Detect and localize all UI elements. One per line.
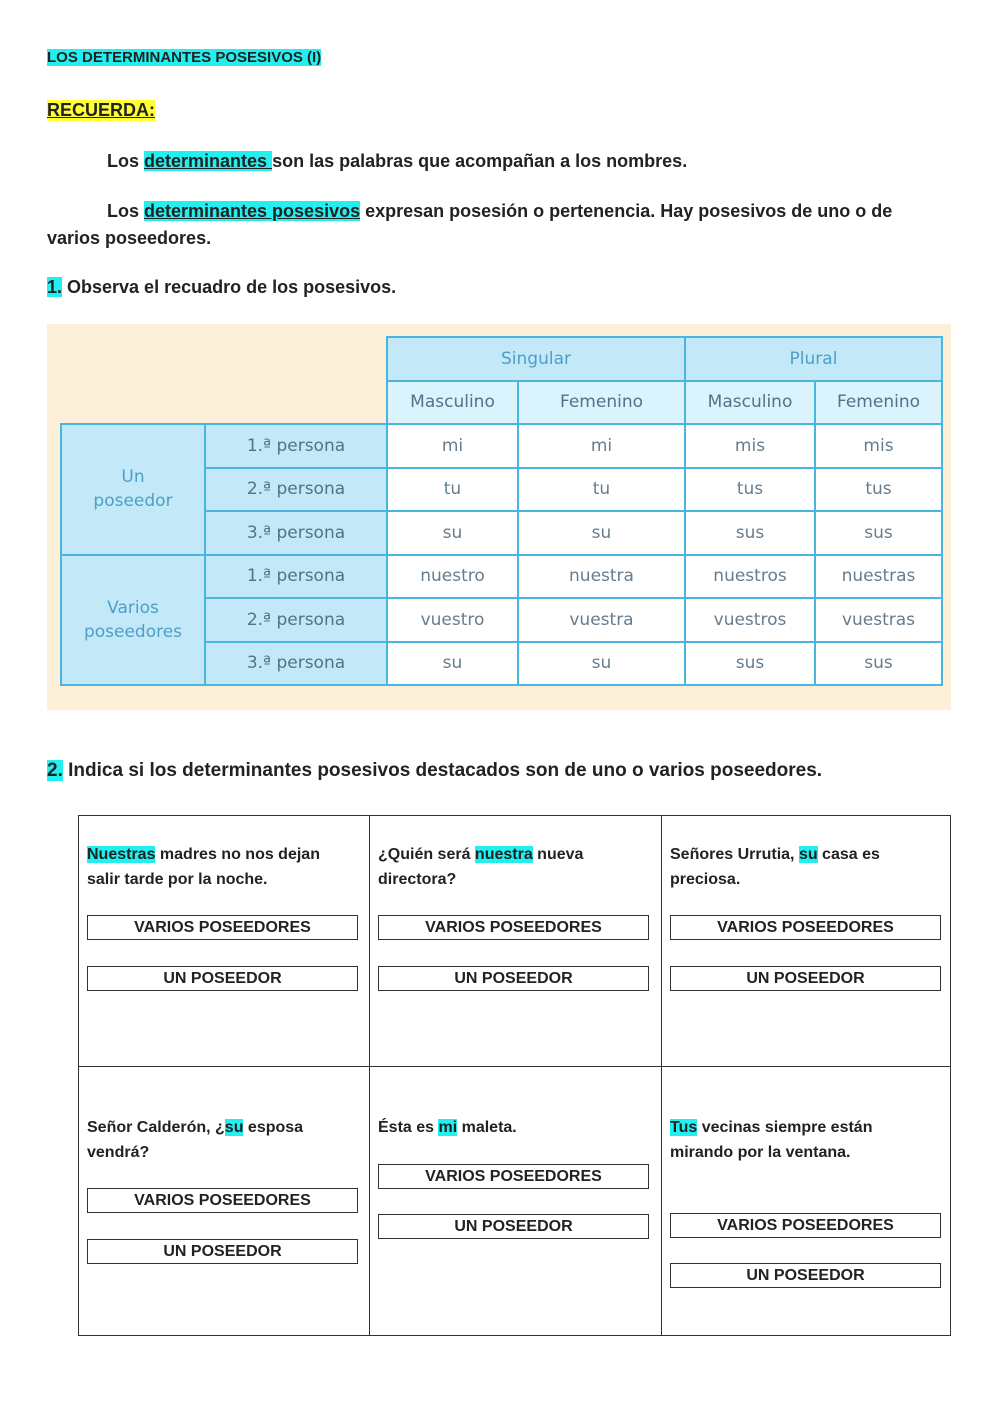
table-cell: mis (685, 424, 815, 468)
table-cell: mi (387, 424, 518, 468)
highlight-word: Nuestras (87, 846, 156, 863)
table-cell: su (387, 511, 518, 555)
table-cell: nuestra (518, 555, 685, 599)
table-cell: nuestro (387, 555, 518, 599)
paragraph-determinantes: Los determinantes son las palabras que acompañan a los nombres. (107, 151, 688, 171)
table-cell: su (518, 511, 685, 555)
option-un-poseedor-5[interactable]: UN POSEEDOR (378, 1214, 649, 1239)
table-cell: vuestras (815, 598, 942, 642)
sentence-2: ¿Quién será nuestra nueva directora? (378, 846, 584, 888)
possessives-table (60, 336, 943, 686)
header-plur-masc: Masculino (685, 381, 815, 425)
option-varios-poseedores-6[interactable]: VARIOS POSEEDORES (670, 1213, 941, 1238)
highlight-word: mi (438, 1119, 458, 1136)
table-cell: su (518, 642, 685, 686)
persona-label: 1.ª persona (205, 555, 387, 599)
header-sing-masc: Masculino (387, 381, 518, 425)
option-varios-poseedores-3[interactable]: VARIOS POSEEDORES (670, 915, 941, 940)
table-cell: tus (815, 468, 942, 512)
sentence-1: Nuestras madres no nos dejan salir tarde por la noche. (87, 846, 320, 888)
table-cell: nuestras (815, 555, 942, 599)
option-varios-poseedores-5[interactable]: VARIOS POSEEDORES (378, 1164, 649, 1189)
highlight-word: nuestra (474, 846, 533, 863)
table-cell: sus (815, 511, 942, 555)
highlight-word: su (224, 1119, 244, 1136)
table-cell: sus (685, 642, 815, 686)
exercise-grid (78, 815, 951, 1336)
sentence-4: Señor Calderón, ¿su esposa vendrá? (87, 1119, 304, 1161)
header-plur-fem: Femenino (815, 381, 942, 425)
table-cell: nuestros (685, 555, 815, 599)
option-un-poseedor-4[interactable]: UN POSEEDOR (87, 1239, 358, 1264)
option-un-poseedor-1[interactable]: UN POSEEDOR (87, 966, 358, 991)
table-cell: tu (387, 468, 518, 512)
table-cell: vuestros (685, 598, 815, 642)
table-cell: mis (815, 424, 942, 468)
sentence-3: Señores Urrutia, su casa es preciosa. (670, 846, 880, 888)
table-cell: vuestra (518, 598, 685, 642)
page-title: LOS DETERMINANTES POSESIVOS (I) (47, 49, 322, 66)
persona-label: 1.ª persona (205, 424, 387, 468)
option-varios-poseedores-4[interactable]: VARIOS POSEEDORES (87, 1188, 358, 1213)
persona-label: 2.ª persona (205, 468, 387, 512)
option-un-poseedor-2[interactable]: UN POSEEDOR (378, 966, 649, 991)
table-cell: sus (685, 511, 815, 555)
highlight-determinantes: determinantes (144, 151, 273, 171)
table-cell: mi (518, 424, 685, 468)
highlight-word: Tus (670, 1119, 698, 1136)
table-cell: su (387, 642, 518, 686)
header-plural: Plural (685, 337, 942, 381)
header-singular: Singular (387, 337, 685, 381)
option-un-poseedor-6[interactable]: UN POSEEDOR (670, 1263, 941, 1288)
group-un-poseedor: Un poseedor (93, 467, 173, 512)
sentence-6: Tus vecinas siempre están mirando por la ventana. (670, 1119, 873, 1161)
exercise-2-heading: 2. Indica si los determinantes posesivos destacados son de uno o varios poseedores. (47, 760, 823, 781)
header-sing-fem: Femenino (518, 381, 685, 425)
highlight-posesivos: determinantes posesivos (144, 201, 361, 221)
table-cell: vuestro (387, 598, 518, 642)
option-varios-poseedores-1[interactable]: VARIOS POSEEDORES (87, 915, 358, 940)
group-varios-poseedores: Varios poseedores (83, 597, 183, 642)
table-cell: tus (685, 468, 815, 512)
sentence-5: Ésta es mi maleta. (378, 1119, 517, 1136)
recuerda-heading: RECUERDA: (47, 100, 155, 120)
persona-label: 2.ª persona (205, 598, 387, 642)
paragraph-posesivos: Los determinantes posesivos expresan posesión o pertenencia. Hay posesivos de uno o de varios poseedores. (47, 201, 893, 248)
table-cell: sus (815, 642, 942, 686)
option-un-poseedor-3[interactable]: UN POSEEDOR (670, 966, 941, 991)
option-varios-poseedores-2[interactable]: VARIOS POSEEDORES (378, 915, 649, 940)
table-cell: tu (518, 468, 685, 512)
highlight-word: su (798, 846, 818, 863)
possessives-table-box (47, 324, 951, 710)
persona-label: 3.ª persona (205, 642, 387, 686)
persona-label: 3.ª persona (205, 511, 387, 555)
exercise-1-heading: 1. Observa el recuadro de los posesivos. (47, 277, 397, 297)
